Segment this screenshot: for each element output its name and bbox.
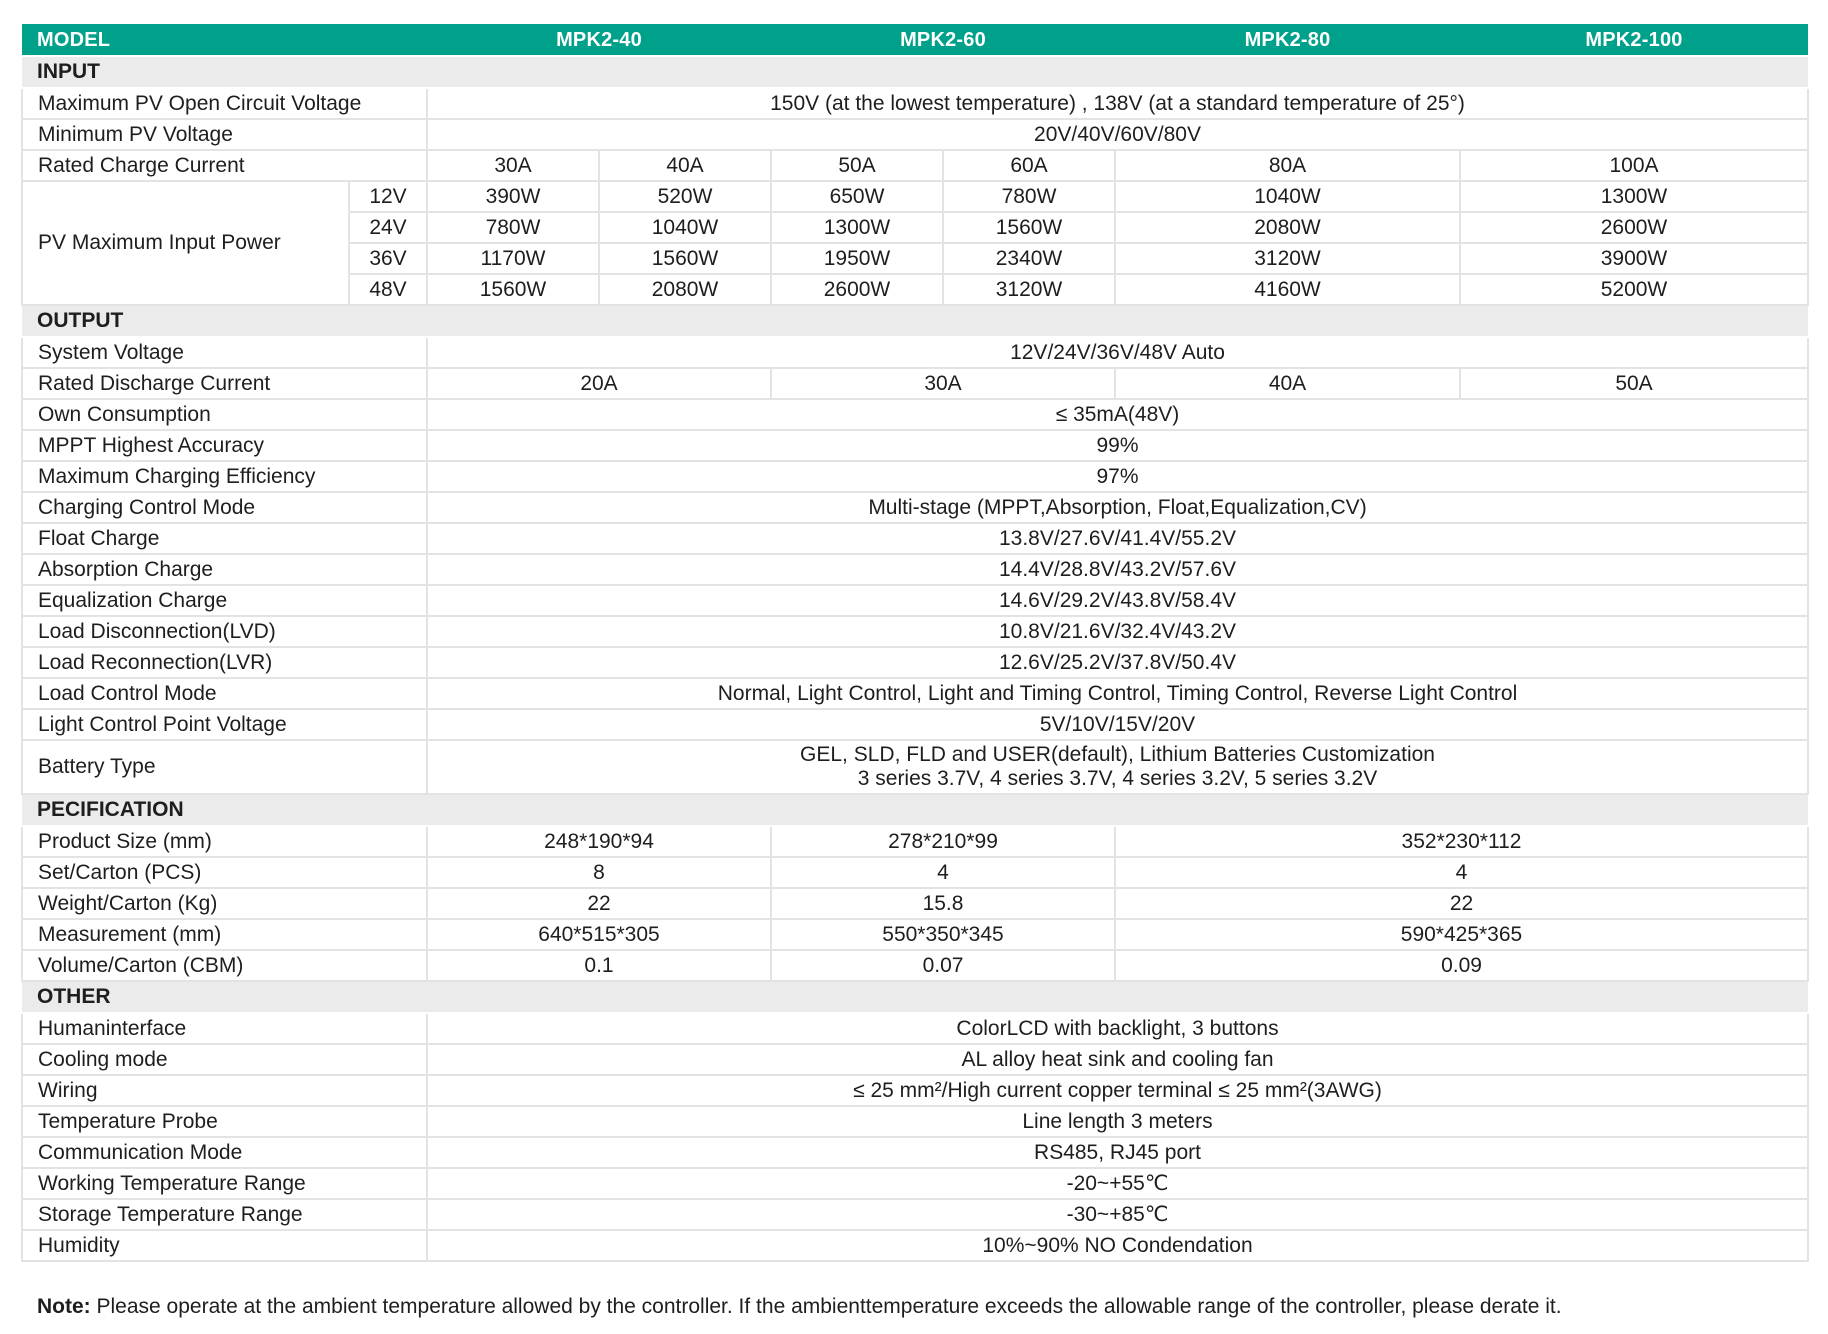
row-value: ColorLCD with backlight, 3 buttons <box>427 1013 1808 1044</box>
section-output <box>22 305 1808 337</box>
cell: 2340W <box>943 243 1115 274</box>
table-row <box>22 616 1808 647</box>
cell: 4 <box>771 857 1115 888</box>
row-label: Charging Control Mode <box>22 492 427 523</box>
row-label: Load Reconnection(LVR) <box>22 647 427 678</box>
table-row <box>22 554 1808 585</box>
model-mpk2-100: MPK2-100 <box>1460 24 1808 56</box>
model-header: MODEL <box>22 24 427 56</box>
voltage-cell: 48V <box>349 274 427 305</box>
voltage-cell: 12V <box>349 181 427 212</box>
cell: 2080W <box>599 274 771 305</box>
table-row <box>22 826 1808 857</box>
row-value: ≤ 35mA(48V) <box>427 399 1808 430</box>
row-label: Humaninterface <box>22 1013 427 1044</box>
table-row <box>22 647 1808 678</box>
row-value: 12.6V/25.2V/37.8V/50.4V <box>427 647 1808 678</box>
table-row <box>22 1013 1808 1044</box>
note-text: Please operate at the ambient temperature allowed by the controller. If the ambienttemperature exceeds the allowable range of the controller, please derate it. <box>90 1295 1562 1318</box>
section-title: OTHER <box>22 981 1808 1013</box>
section-input <box>22 56 1808 88</box>
table-row <box>22 1199 1808 1230</box>
row-label: Product Size (mm) <box>22 826 427 857</box>
table-row <box>22 368 1808 399</box>
row-label: Wiring <box>22 1075 427 1106</box>
model-mpk2-60: MPK2-60 <box>771 24 1115 56</box>
cell: 1170W <box>427 243 599 274</box>
table-row <box>22 461 1808 492</box>
row-value: RS485, RJ45 port <box>427 1137 1808 1168</box>
row-value: 10%~90% NO Condendation <box>427 1230 1808 1261</box>
cell: 640*515*305 <box>427 919 771 950</box>
row-label: Working Temperature Range <box>22 1168 427 1199</box>
cell: 0.09 <box>1115 950 1808 981</box>
row-label: PV Maximum Input Power <box>22 181 349 305</box>
section-other <box>22 981 1808 1013</box>
row-value: ≤ 25 mm²/High current copper terminal ≤ 25 mm²(3AWG) <box>427 1075 1808 1106</box>
table-row <box>22 337 1808 368</box>
row-value <box>427 740 1808 794</box>
row-value: Normal, Light Control, Light and Timing Control, Timing Control, Reverse Light Control <box>427 678 1808 709</box>
table-row <box>22 1106 1808 1137</box>
cell: 22 <box>427 888 771 919</box>
row-label: Load Control Mode <box>22 678 427 709</box>
table-row <box>22 678 1808 709</box>
cell: 2080W <box>1115 212 1460 243</box>
table-row <box>22 919 1808 950</box>
row-label: Communication Mode <box>22 1137 427 1168</box>
table-row <box>22 888 1808 919</box>
row-label: System Voltage <box>22 337 427 368</box>
row-value: -20~+55℃ <box>427 1168 1808 1199</box>
row-label: Battery Type <box>22 740 427 794</box>
cell: 0.07 <box>771 950 1115 981</box>
section-specification <box>22 794 1808 826</box>
table-row <box>22 857 1808 888</box>
row-value: 99% <box>427 430 1808 461</box>
cell: 3900W <box>1460 243 1808 274</box>
row-value: Line length 3 meters <box>427 1106 1808 1137</box>
row-value: -30~+85℃ <box>427 1199 1808 1230</box>
cell: 390W <box>427 181 599 212</box>
table-row <box>22 523 1808 554</box>
row-label: Minimum PV Voltage <box>22 119 427 150</box>
row-label: Own Consumption <box>22 399 427 430</box>
row-label: Absorption Charge <box>22 554 427 585</box>
row-label: Set/Carton (PCS) <box>22 857 427 888</box>
cell: 780W <box>943 181 1115 212</box>
row-value: 14.6V/29.2V/43.8V/58.4V <box>427 585 1808 616</box>
row-label: MPPT Highest Accuracy <box>22 430 427 461</box>
section-title: PECIFICATION <box>22 794 1808 826</box>
cell: 780W <box>427 212 599 243</box>
row-value: 10.8V/21.6V/32.4V/43.2V <box>427 616 1808 647</box>
table-row <box>22 709 1808 740</box>
row-label: Temperature Probe <box>22 1106 427 1137</box>
battery-type-line-2: 3 series 3.7V, 4 series 3.7V, 4 series 3.2V, 5 series 3.2V <box>857 767 1378 790</box>
table-row <box>22 1044 1808 1075</box>
table-row <box>22 88 1808 119</box>
table-row <box>22 1075 1808 1106</box>
row-label: Maximum Charging Efficiency <box>22 461 427 492</box>
cell: 550*350*345 <box>771 919 1115 950</box>
note-label: Note: <box>37 1295 91 1318</box>
row-value: 5V/10V/15V/20V <box>427 709 1808 740</box>
row-value: Multi-stage (MPPT,Absorption, Float,Equalization,CV) <box>427 492 1808 523</box>
cell: 1040W <box>1115 181 1460 212</box>
cell: 278*210*99 <box>771 826 1115 857</box>
table-row <box>22 950 1808 981</box>
row-value: 20V/40V/60V/80V <box>427 119 1808 150</box>
table-row <box>22 181 1808 212</box>
row-value: 13.8V/27.6V/41.4V/55.2V <box>427 523 1808 554</box>
cell: 40A <box>599 150 771 181</box>
cell: 2600W <box>1460 212 1808 243</box>
row-label: Load Disconnection(LVD) <box>22 616 427 647</box>
row-value: AL alloy heat sink and cooling fan <box>427 1044 1808 1075</box>
cell: 352*230*112 <box>1115 826 1808 857</box>
cell: 5200W <box>1460 274 1808 305</box>
cell: 3120W <box>1115 243 1460 274</box>
cell: 1300W <box>771 212 943 243</box>
table-row <box>22 430 1808 461</box>
table-row <box>22 1230 1808 1261</box>
row-label: Float Charge <box>22 523 427 554</box>
table-row <box>22 399 1808 430</box>
table-row <box>22 1137 1808 1168</box>
row-label: Weight/Carton (Kg) <box>22 888 427 919</box>
row-label: Light Control Point Voltage <box>22 709 427 740</box>
cell: 8 <box>427 857 771 888</box>
section-title: OUTPUT <box>22 305 1808 337</box>
cell: 0.1 <box>427 950 771 981</box>
cell: 3120W <box>943 274 1115 305</box>
row-label: Maximum PV Open Circuit Voltage <box>22 88 427 119</box>
cell: 40A <box>1115 368 1460 399</box>
row-value: 14.4V/28.8V/43.2V/57.6V <box>427 554 1808 585</box>
spec-table <box>21 24 1809 1262</box>
cell: 1950W <box>771 243 943 274</box>
row-label: Volume/Carton (CBM) <box>22 950 427 981</box>
cell: 80A <box>1115 150 1460 181</box>
cell: 22 <box>1115 888 1808 919</box>
footnote <box>37 1295 1562 1319</box>
cell: 520W <box>599 181 771 212</box>
row-value: 97% <box>427 461 1808 492</box>
cell: 50A <box>771 150 943 181</box>
table-row <box>22 119 1808 150</box>
section-title: INPUT <box>22 56 1808 88</box>
battery-type-line-1: GEL, SLD, FLD and USER(default), Lithium Batteries Customization <box>800 743 1435 766</box>
cell: 4160W <box>1115 274 1460 305</box>
cell: 2600W <box>771 274 943 305</box>
cell: 590*425*365 <box>1115 919 1808 950</box>
cell: 60A <box>943 150 1115 181</box>
cell: 1560W <box>943 212 1115 243</box>
table-row <box>22 740 1808 794</box>
row-label: Storage Temperature Range <box>22 1199 427 1230</box>
row-label: Rated Discharge Current <box>22 368 427 399</box>
row-label: Humidity <box>22 1230 427 1261</box>
model-mpk2-80: MPK2-80 <box>1115 24 1460 56</box>
cell: 30A <box>771 368 1115 399</box>
row-label: Cooling mode <box>22 1044 427 1075</box>
table-row <box>22 492 1808 523</box>
cell: 20A <box>427 368 771 399</box>
voltage-cell: 36V <box>349 243 427 274</box>
cell: 1560W <box>599 243 771 274</box>
voltage-cell: 24V <box>349 212 427 243</box>
cell: 50A <box>1460 368 1808 399</box>
cell: 248*190*94 <box>427 826 771 857</box>
table-row <box>22 585 1808 616</box>
table-row <box>22 150 1808 181</box>
row-value: 12V/24V/36V/48V Auto <box>427 337 1808 368</box>
row-value: 150V (at the lowest temperature) , 138V (at a standard temperature of 25°) <box>427 88 1808 119</box>
cell: 15.8 <box>771 888 1115 919</box>
cell: 650W <box>771 181 943 212</box>
table-row <box>22 1168 1808 1199</box>
cell: 100A <box>1460 150 1808 181</box>
cell: 1560W <box>427 274 599 305</box>
cell: 1300W <box>1460 181 1808 212</box>
header-row <box>22 24 1808 56</box>
cell: 4 <box>1115 857 1808 888</box>
row-label: Measurement (mm) <box>22 919 427 950</box>
model-mpk2-40: MPK2-40 <box>427 24 771 56</box>
cell: 30A <box>427 150 599 181</box>
row-label: Rated Charge Current <box>22 150 427 181</box>
cell: 1040W <box>599 212 771 243</box>
row-label: Equalization Charge <box>22 585 427 616</box>
